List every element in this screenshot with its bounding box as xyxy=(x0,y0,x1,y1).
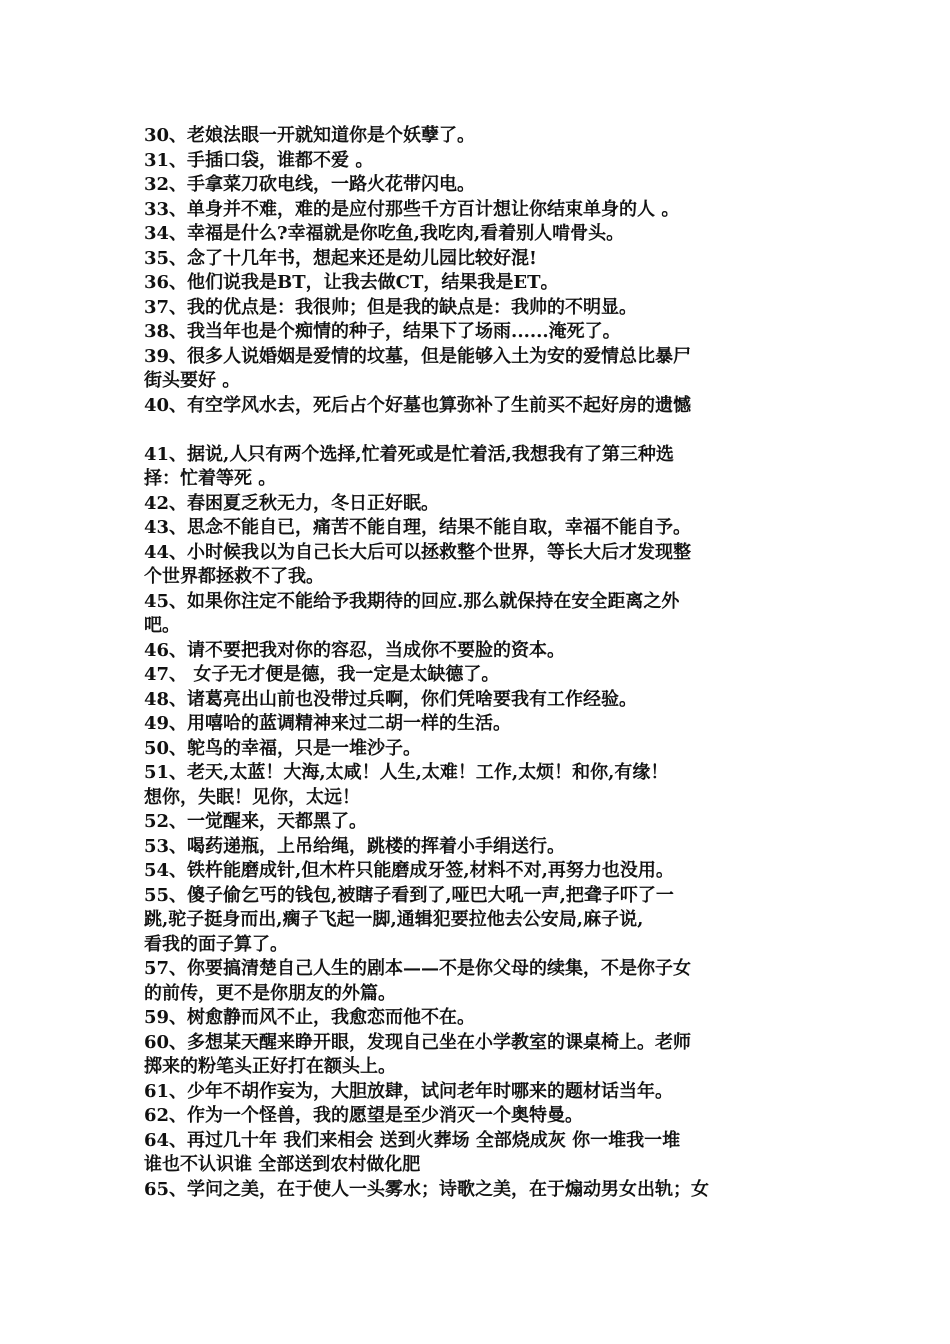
list-item: 54、铁杵能磨成针,但木杵只能磨成牙签,材料不对,再努力也没用。 xyxy=(144,860,674,881)
list-item-continuation: 择：忙着等死 。 xyxy=(144,468,277,489)
list-item: 65、学问之美，在于使人一头雾水；诗歌之美，在于煽动男女出轨；女 xyxy=(144,1178,710,1200)
list-item-continuation: 看我的面子算了。 xyxy=(144,933,288,955)
list-item-continuation: 街头要好 。 xyxy=(144,370,241,391)
list-item: 59、树愈静而风不止，我愈恋而他不在。 xyxy=(144,1007,476,1028)
list-item: 41、据说,人只有两个选择,忙着死或是忙着活,我想我有了第三种选 xyxy=(144,443,674,465)
list-item: 49、用嘻哈的蓝调精神来过二胡一样的生活。 xyxy=(144,713,512,734)
list-item: 37、我的优点是：我很帅；但是我的缺点是：我帅的不明显。 xyxy=(144,296,638,318)
list-item: 50、鸵鸟的幸福，只是一堆沙子。 xyxy=(144,737,422,759)
list-item-continuation: 跳,驼子挺身而出,瘸子飞起一脚,通辑犯要拉他去公安局,麻子说, xyxy=(144,909,644,930)
list-item: 48、诸葛亮出山前也没带过兵啊，你们凭啥要我有工作经验。 xyxy=(144,688,638,710)
list-item-continuation: 想你，失眠！见你，太远！ xyxy=(144,786,360,808)
list-item: 31、手插口袋，谁都不爱 。 xyxy=(144,149,374,171)
list-item-continuation: 掷来的粉笔头正好打在额头上。 xyxy=(144,1056,396,1077)
list-item: 43、思念不能自已，痛苦不能自理，结果不能自取，幸福不能自予。 xyxy=(144,517,692,538)
list-item: 32、手拿菜刀砍电线，一路火花带闪电。 xyxy=(144,174,476,195)
list-item-continuation: 的前传，更不是你朋友的外篇。 xyxy=(144,982,396,1004)
list-item-continuation: 谁也不认识谁 全部送到农村做化肥 xyxy=(144,1154,421,1175)
list-item: 62、作为一个怪兽，我的愿望是至少消灭一个奥特曼。 xyxy=(144,1105,584,1126)
list-item: 60、多想某天醒来睁开眼，发现自己坐在小学教室的课桌椅上。老师 xyxy=(144,1031,692,1053)
list-item: 55、傻子偷乞丐的钱包,被瞎子看到了,哑巴大吼一声,把聋子吓了一 xyxy=(144,884,674,906)
list-item: 38、我当年也是个痴情的种子，结果下了场雨......淹死了。 xyxy=(144,321,621,342)
list-item: 53、喝药递瓶，上吊给绳，跳楼的挥着小手绢送行。 xyxy=(144,835,566,857)
blank-line xyxy=(144,418,810,443)
list-item: 44、小时候我以为自己长大后可以拯救整个世界，等长大后才发现整 xyxy=(144,541,692,563)
list-item: 52、一觉醒来，天都黑了。 xyxy=(144,811,368,832)
list-item: 57、你要搞清楚自己人生的剧本——不是你父母的续集，不是你子女 xyxy=(144,958,692,979)
list-item: 33、单身并不难，难的是应付那些千方百计想让你结束单身的人 。 xyxy=(144,198,680,220)
list-item: 61、少年不胡作妄为，大胆放肆，试问老年时哪来的题材话当年。 xyxy=(144,1080,674,1102)
list-item: 39、很多人说婚姻是爱情的坟墓，但是能够入土为安的爱情总比暴尸 xyxy=(144,345,692,367)
joke-list xyxy=(144,124,810,1202)
list-item: 30、老娘法眼一开就知道你是个妖孽了。 xyxy=(144,125,476,146)
list-item: 42、春困夏乏秋无力，冬日正好眠。 xyxy=(144,492,440,514)
list-item: 45、如果你注定不能给予我期待的回应.那么就保持在安全距离之外 xyxy=(144,590,680,612)
list-item-continuation: 吧。 xyxy=(144,615,180,636)
list-item: 40、有空学风水去，死后占个好墓也算弥补了生前买不起好房的遗憾 xyxy=(144,394,692,416)
list-item: 36、他们说我是BT，让我去做CT，结果我是ET。 xyxy=(144,272,559,293)
list-item: 47、 女子无才便是德，我一定是太缺德了。 xyxy=(144,664,500,685)
list-item: 64、再过几十年 我们来相会 送到火葬场 全部烧成灰 你一堆我一堆 xyxy=(144,1129,681,1151)
list-item-continuation: 个世界都拯救不了我。 xyxy=(144,566,324,587)
list-item: 34、幸福是什么?幸福就是你吃鱼,我吃肉,看着别人啃骨头。 xyxy=(144,223,625,244)
list-item: 46、请不要把我对你的容忍，当成你不要脸的资本。 xyxy=(144,639,566,661)
list-item: 51、老天,太蓝！大海,太咸！人生,太难！工作,太烦！和你,有缘！ xyxy=(144,762,669,783)
list-item: 35、念了十几年书，想起来还是幼儿园比较好混! xyxy=(144,247,537,269)
